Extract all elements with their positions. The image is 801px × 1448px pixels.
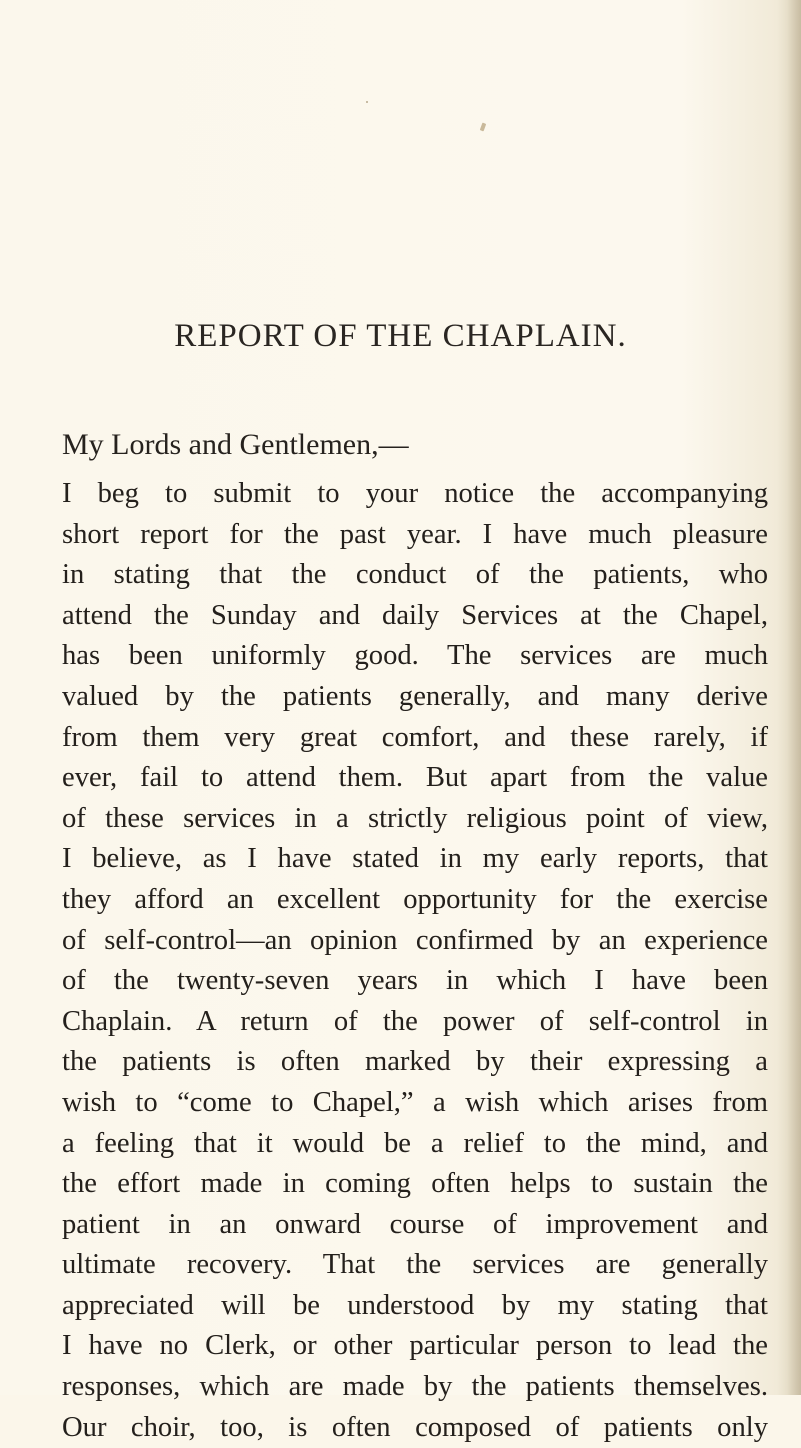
text-line: the patients is often marked by their expressing a bbox=[62, 1046, 768, 1078]
text-line: in stating that the conduct of the patients, who bbox=[62, 559, 768, 591]
text-line: a feeling that it would be a relief to the mind, and bbox=[62, 1127, 768, 1159]
text-line: responses, which are made by the patients themselves. bbox=[62, 1371, 768, 1403]
text-line: I believe, as I have stated in my early reports, that bbox=[62, 843, 768, 875]
text-line: patient in an onward course of improvement and bbox=[62, 1208, 768, 1240]
paper-mark bbox=[480, 123, 486, 132]
text-line: attend the Sunday and daily Services at the Chapel, bbox=[62, 599, 768, 631]
text-line: appreciated will be understood by my stating that bbox=[62, 1289, 768, 1321]
report-body bbox=[62, 474, 768, 1448]
text-line: Chaplain. A return of the power of self-control in bbox=[62, 1005, 768, 1037]
text-line: of these services in a strictly religious point of view, bbox=[62, 802, 768, 834]
text-line: they afford an excellent opportunity for the exercise bbox=[62, 883, 768, 915]
salutation: My Lords and Gentlemen,— bbox=[62, 428, 409, 461]
page-edge-shadow bbox=[787, 0, 801, 1395]
text-line: from them very great comfort, and these rarely, if bbox=[62, 721, 768, 753]
text-line: ultimate recovery. That the services are generally bbox=[62, 1249, 768, 1281]
text-line: I have no Clerk, or other particular person to lead the bbox=[62, 1330, 768, 1362]
text-line: of self-control—an opinion confirmed by an experience bbox=[62, 924, 768, 956]
text-line: ever, fail to attend them. But apart from the value bbox=[62, 762, 768, 794]
page-title: REPORT OF THE CHAPLAIN. bbox=[174, 318, 627, 354]
text-line: short report for the past year. I have much pleasure bbox=[62, 518, 768, 550]
text-line: Our choir, too, is often composed of patients only bbox=[62, 1411, 768, 1443]
text-line: I beg to submit to your notice the accompanying bbox=[62, 478, 768, 509]
text-line: the effort made in coming often helps to sustain the bbox=[62, 1168, 768, 1200]
text-line: wish to “come to Chapel,” a wish which arises from bbox=[62, 1086, 768, 1118]
text-line: has been uniformly good. The services are much bbox=[62, 640, 768, 672]
paper-speck bbox=[366, 101, 368, 103]
text-line: of the twenty-seven years in which I have been bbox=[62, 965, 768, 997]
text-line: valued by the patients generally, and many derive bbox=[62, 680, 768, 712]
